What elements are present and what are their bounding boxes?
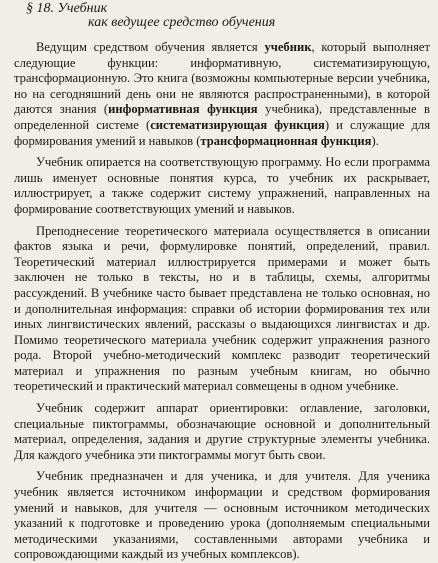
- section-subtitle: как ведущее средство обучения: [88, 15, 276, 30]
- bold-term-systematizing: систематизирующая функция: [150, 117, 325, 132]
- bold-term-informative: информативная функция: [108, 102, 258, 117]
- text-run: ) и служащие для формирования умений и навыков (: [14, 117, 430, 148]
- paragraph-1: [14, 40, 430, 149]
- text-run: Ведущим средством обучения является: [36, 40, 265, 54]
- paragraph-3: Преподнесение теоретического материала осуществляется в описании фактов языка и речи, формулировке понятий, определений, правил. Теоретический материал иллюстрируется примерами и может быть заключен не только в тексты, но и в таблицы, схемы, алгоритмы рассуждений. В учебнике часто бывает представлена не только основная, но и дополнительная информация: справки об истории формирования тех или иных лингвистических явлений, рассказы о выдающихся лингвистах и др. Помимо теоретического материала учебник содержит упражнения разного рода. Второй учебно-методический комплекс разводит теоретический материал и упражнения по разным учебным книгам, но обычно теоретический и практический материал совмещены в одном учебнике.: [14, 223, 430, 394]
- bold-term-uchebnik: учебник: [264, 40, 312, 54]
- text-run: учебника), представленные в определенной системе (: [14, 102, 431, 132]
- section-number-title: § 18. Учебник: [26, 1, 108, 16]
- text-run: , который выполняет следующие функции: информативную, систематизирующую, трансформационную. Это книга (возможны компьютерные версии учебника, но на сегодняшний день они не являются распространенными), в которой даются знания (: [14, 40, 430, 117]
- paragraph-2: Учебник опирается на соответствующую программу. Но если программа лишь именует основные понятия курса, то учебник их раскрывает, иллюстрирует, а также содержит систему упражнений, направленных на формирование соответствующих умений и навыков.: [14, 155, 430, 216]
- section-heading: [14, 2, 430, 30]
- text-run: ).: [371, 133, 379, 148]
- bold-term-transformational: трансформационная функция: [200, 133, 372, 148]
- paragraph-4: Учебник содержит аппарат ориентировки: оглавление, заголовки, специальные пиктограммы, обозначающие основной и дополнительный материал, определения, задания и другие структурные элементы учебника. Для каждого учебника эти пиктограммы могут быть свои.: [14, 401, 430, 462]
- paragraph-5: Учебник предназначен и для ученика, и для учителя. Для ученика учебник является источником информации и средством формирования умений и навыков, для учителя — основным источником методических указаний к подготовке и проведению урока (дополняемым специальными методическими указаниями, составленными авторами учебника и сопровождающими каждый из учебных комплексов).: [14, 469, 430, 562]
